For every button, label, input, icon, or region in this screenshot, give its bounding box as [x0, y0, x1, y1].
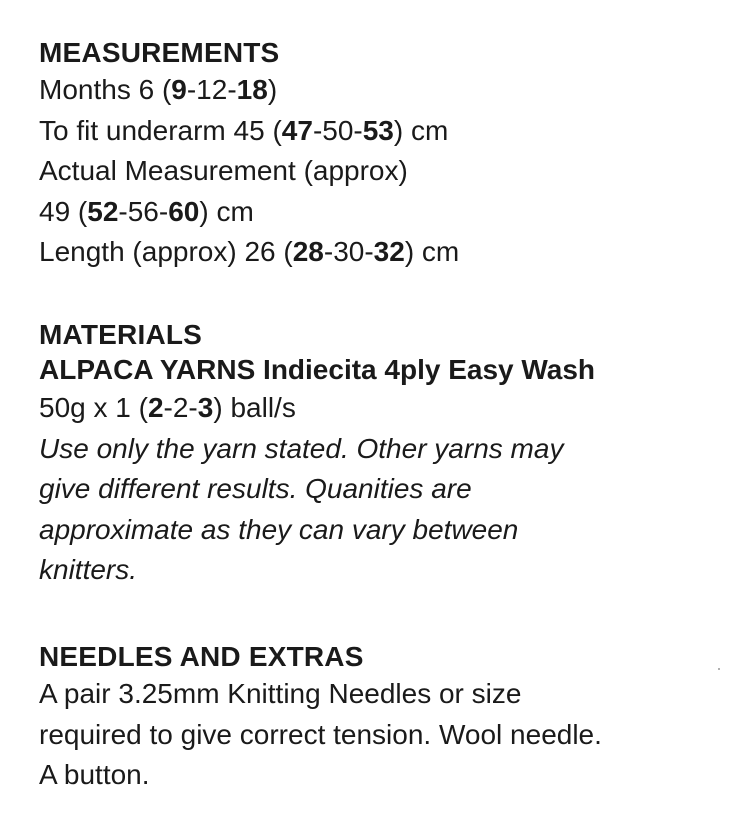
quantity-line: 50g x 1 (2-2-3) ball/s — [39, 392, 296, 423]
needles-line: A button. — [39, 759, 150, 790]
yarn-note-line: approximate as they can vary between — [39, 513, 519, 545]
months-line: Months 6 (9-12-18) — [39, 74, 278, 105]
measurements-heading: MEASUREMENTS — [39, 37, 280, 68]
actual-measurement-line: 49 (52-56-60) cm — [39, 195, 254, 227]
needles-line: required to give correct tension. Wool needle. — [39, 718, 602, 750]
materials-section — [39, 318, 739, 591]
underarm-line: To fit underarm 45 (47-50-53) cm — [39, 114, 449, 146]
needles-section — [39, 640, 739, 796]
scan-speck — [718, 668, 720, 670]
yarn-note-line: give different results. Quanities are — [39, 473, 472, 504]
yarn-note-line: knitters. — [39, 554, 138, 585]
yarn-note-line: Use only the yarn stated. Other yarns may — [39, 432, 564, 464]
needles-line: A pair 3.25mm Knitting Needles or size — [39, 678, 522, 709]
yarn-name: ALPACA YARNS Indiecita 4ply Easy Wash — [39, 354, 596, 385]
needles-heading: NEEDLES AND EXTRAS — [39, 641, 364, 672]
actual-measurement-label: Actual Measurement (approx) — [39, 155, 408, 186]
materials-heading: MATERIALS — [39, 319, 203, 350]
length-line: Length (approx) 26 (28-30-32) cm — [39, 236, 460, 267]
measurements-section — [39, 36, 739, 273]
